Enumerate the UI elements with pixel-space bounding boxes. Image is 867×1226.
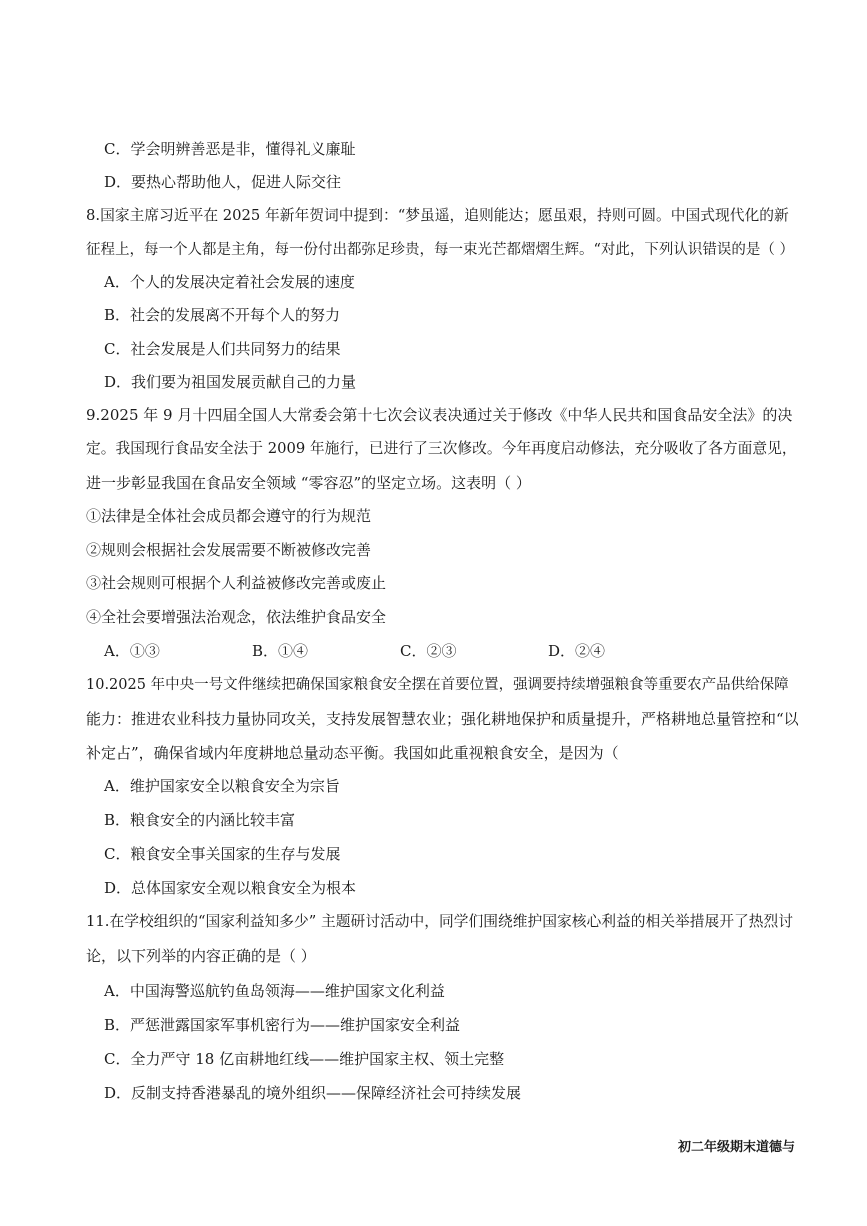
q10-stem-line-1: 10.2025 年中央一号文件继续把确保国家粮食安全摆在首要位置，强调要持续增强粮食等重要农产品供给保障 — [86, 677, 789, 693]
q11-option-a: A．中国海警巡航钓鱼岛领海——维护国家文化利益 — [104, 982, 445, 1000]
q10-stem-line-3: 补定占”，确保省域内年度耕地总量动态平衡。我国如此重视粮食安全，是因为（ — [86, 744, 619, 762]
q8-stem-line-1: 8.国家主席习近平在 2025 年新年贺词中提到：“梦虽遥，追则能达；愿虽艰，持则可圆。中国式现代化的新 — [86, 207, 789, 224]
q11-option-c: C．全力严守 18 亿亩耕地红线——维护国家主权、领土完整 — [104, 1050, 505, 1068]
q8-option-a: A．个人的发展决定着社会发展的速度 — [104, 273, 355, 291]
page-footer: 初二年级期末道德与 — [677, 1140, 795, 1155]
q10-stem-line-2: 能力：推进农业科技力量协同攻关，支持发展智慧农业；强化耕地保护和质量提升，严格耕地总量管控和“以 — [86, 710, 799, 728]
q9-option-b: B．①④ — [252, 642, 309, 660]
q7-option-d: D．要热心帮助他人，促进人际交往 — [104, 173, 342, 191]
q8-option-c: C．社会发展是人们共同努力的结果 — [104, 340, 341, 358]
q11-stem-line-1: 11.在学校组织的“国家利益知多少” 主题研讨活动中，同学们围绕维护国家核心利益的相关举措展开了热烈讨 — [86, 913, 793, 930]
q9-option-c: C．②③ — [400, 642, 457, 660]
q9-statement-4: ④全社会要增强法治观念，依法维护食品安全 — [86, 608, 387, 626]
q10-option-c: C．粮食安全事关国家的生存与发展 — [104, 845, 341, 863]
q10-option-b: B．粮食安全的内涵比较丰富 — [104, 811, 296, 829]
q11-option-b: B．严惩泄露国家军事机密行为——维护国家安全利益 — [104, 1016, 461, 1034]
q9-option-a: A．①③ — [104, 642, 160, 660]
q9-options-row — [104, 641, 696, 661]
q9-statement-1: ①法律是全体社会成员都会遵守的行为规范 — [86, 507, 372, 525]
q8-stem-line-2: 征程上，每一个人都是主角，每一份付出都弥足珍贵，每一束光芒都熠熠生辉。“对此，下列认识错误的是（ ） — [86, 242, 795, 258]
q10-option-d: D．总体国家安全观以粮食安全为根本 — [104, 879, 357, 897]
q10-option-a: A．维护国家安全以粮食安全为宗旨 — [104, 777, 340, 795]
q11-option-d: D．反制支持香港暴乱的境外组织——保障经济社会可持续发展 — [104, 1084, 522, 1102]
q7-option-c: C．学会明辨善恶是非，懂得礼义廉耻 — [104, 140, 356, 158]
q8-option-d: D．我们要为祖国发展贡献自己的力量 — [104, 373, 357, 391]
q8-option-b: B．社会的发展离不开每个人的努力 — [104, 306, 341, 324]
q9-stem-line-3: 进一步彰显我国在食品安全领域 “零容忍”的坚定立场。这表明（ ） — [86, 474, 531, 492]
q9-option-d: D．②④ — [548, 642, 606, 660]
q11-stem-line-2: 论，以下列举的内容正确的是（ ） — [86, 947, 316, 965]
q9-statement-3: ③社会规则可根据个人利益被修改完善或废止 — [86, 574, 387, 592]
q9-stem-line-1: 9.2025 年 9 月十四届全国人大常委会第十七次会议表决通过关于修改《中华人民共和国食品安全法》的决 — [86, 406, 793, 424]
q9-stem-line-2: 定。我国现行食品安全法于 2009 年施行，已进行了三次修改。今年再度启动修法，充分吸收了各方面意见， — [86, 440, 797, 457]
q9-statement-2: ②规则会根据社会发展需要不断被修改完善 — [86, 541, 372, 559]
